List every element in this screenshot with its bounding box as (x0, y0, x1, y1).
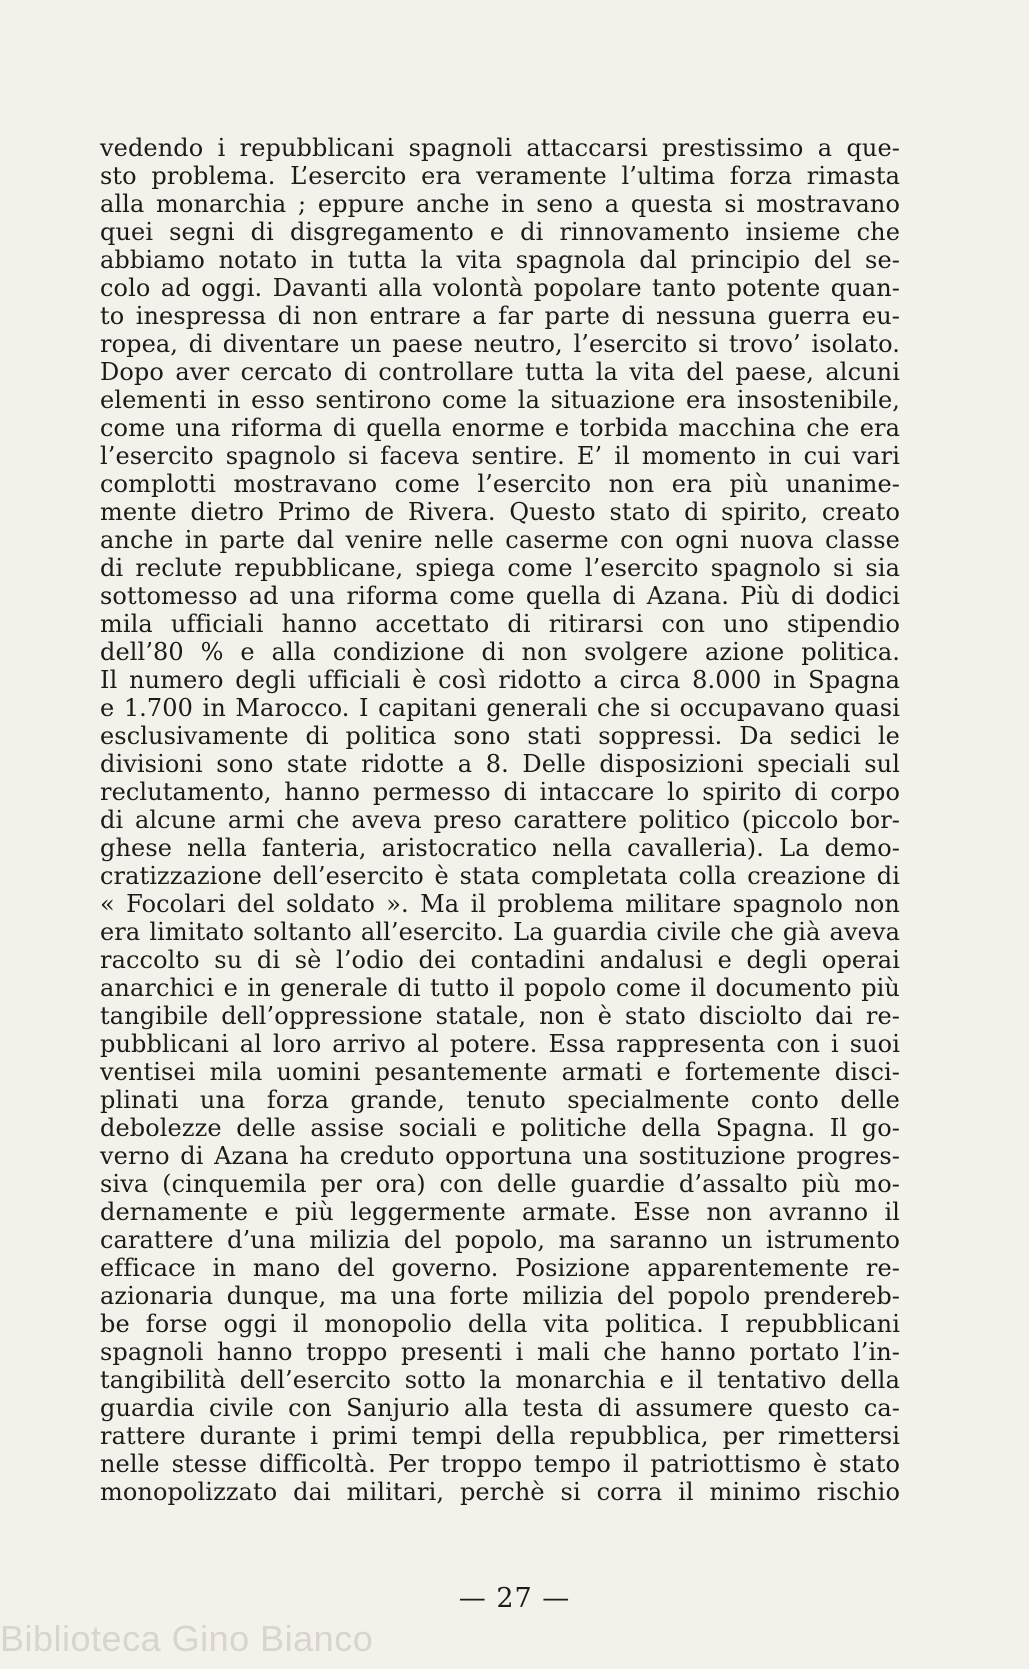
text-line: anche in parte dal venire nelle caserme con ogni nuova classe (100, 526, 900, 554)
library-watermark: Biblioteca Gino Bianco (0, 1618, 374, 1659)
text-line: ghese nella fanteria, aristocratico nella cavalleria). La demo- (100, 834, 900, 862)
text-line: raccolto su di sè l’odio dei contadini andalusi e degli operai (100, 946, 900, 974)
text-line: di reclute repubblicane, spiega come l’esercito spagnolo si sia (100, 554, 900, 582)
text-line: elementi in esso sentirono come la situazione era insostenibile, (100, 386, 900, 414)
text-line: mila ufficiali hanno accettato di ritirarsi con uno stipendio (100, 610, 900, 638)
text-line: nelle stesse difficoltà. Per troppo tempo il patriottismo è stato (100, 1450, 900, 1478)
text-line: l’esercito spagnolo si faceva sentire. E’ il momento in cui vari (100, 442, 900, 470)
text-line: to inespressa di non entrare a far parte di nessuna guerra eu- (100, 302, 900, 330)
text-line: guardia civile con Sanjurio alla testa di assumere questo ca- (100, 1394, 900, 1422)
text-line: complotti mostravano come l’esercito non era più unanime- (100, 470, 900, 498)
text-line: Dopo aver cercato di controllare tutta la vita del paese, alcuni (100, 358, 900, 386)
text-line: siva (cinquemila per ora) con delle guardie d’assalto più mo- (100, 1170, 900, 1198)
text-line: « Focolari del soldato ». Ma il problema militare spagnolo non (100, 890, 900, 918)
text-line: e 1.700 in Marocco. I capitani generali che si occupavano quasi (100, 694, 900, 722)
text-line: divisioni sono state ridotte a 8. Delle disposizioni speciali sul (100, 750, 900, 778)
text-line: carattere d’una milizia del popolo, ma saranno un istrumento (100, 1226, 900, 1254)
text-line: be forse oggi il monopolio della vita politica. I repubblicani (100, 1310, 900, 1338)
text-line: rattere durante i primi tempi della repubblica, per rimettersi (100, 1422, 900, 1450)
text-line: di alcune armi che aveva preso carattere politico (piccolo bor- (100, 806, 900, 834)
text-line: vedendo i repubblicani spagnoli attaccarsi prestissimo a que- (100, 134, 900, 162)
text-line: come una riforma di quella enorme e torbida macchina che era (100, 414, 900, 442)
text-line: dernamente e più leggermente armate. Esse non avranno il (100, 1198, 900, 1226)
text-line: debolezze delle assise sociali e politiche della Spagna. Il go- (100, 1114, 900, 1142)
text-line: mente dietro Primo de Rivera. Questo stato di spirito, creato (100, 498, 900, 526)
text-line: monopolizzato dai militari, perchè si corra il minimo rischio (100, 1478, 900, 1506)
text-line: ropea, di diventare un paese neutro, l’esercito si trovo’ isolato. (100, 330, 900, 358)
text-line: tangibilità dell’esercito sotto la monarchia e il tentativo della (100, 1366, 900, 1394)
text-line: anarchici e in generale di tutto il popolo come il documento più (100, 974, 900, 1002)
body-text (100, 134, 900, 1506)
text-line: efficace in mano del governo. Posizione apparentemente re- (100, 1254, 900, 1282)
text-line: tangibile dell’oppressione statale, non è stato disciolto dai re- (100, 1002, 900, 1030)
text-line: era limitato soltanto all’esercito. La guardia civile che già aveva (100, 918, 900, 946)
text-line: abbiamo notato in tutta la vita spagnola dal principio del se- (100, 246, 900, 274)
text-line: ventisei mila uomini pesantemente armati e fortemente disci- (100, 1058, 900, 1086)
text-line: spagnoli hanno troppo presenti i mali che hanno portato l’in- (100, 1338, 900, 1366)
text-line: quei segni di disgregamento e di rinnovamento insieme che (100, 218, 900, 246)
text-line: reclutamento, hanno permesso di intaccare lo spirito di corpo (100, 778, 900, 806)
text-line: pubblicani al loro arrivo al potere. Essa rappresenta con i suoi (100, 1030, 900, 1058)
text-line: sto problema. L’esercito era veramente l’ultima forza rimasta (100, 162, 900, 190)
text-line: alla monarchia ; eppure anche in seno a questa si mostravano (100, 190, 900, 218)
text-line: azionaria dunque, ma una forte milizia del popolo prendereb- (100, 1282, 900, 1310)
text-line: verno di Azana ha creduto opportuna una sostituzione progres- (100, 1142, 900, 1170)
text-line: plinati una forza grande, tenuto specialmente conto delle (100, 1086, 900, 1114)
text-line: cratizzazione dell’esercito è stata completata colla creazione di (100, 862, 900, 890)
text-line: dell’80 % e alla condizione di non svolgere azione politica. (100, 638, 900, 666)
page-number: — 27 — (458, 1583, 571, 1614)
text-line: esclusivamente di politica sono stati soppressi. Da sedici le (100, 722, 900, 750)
text-line: Il numero degli ufficiali è così ridotto a circa 8.000 in Spagna (100, 666, 900, 694)
text-line: colo ad oggi. Davanti alla volontà popolare tanto potente quan- (100, 274, 900, 302)
text-line: sottomesso ad una riforma come quella di Azana. Più di dodici (100, 582, 900, 610)
